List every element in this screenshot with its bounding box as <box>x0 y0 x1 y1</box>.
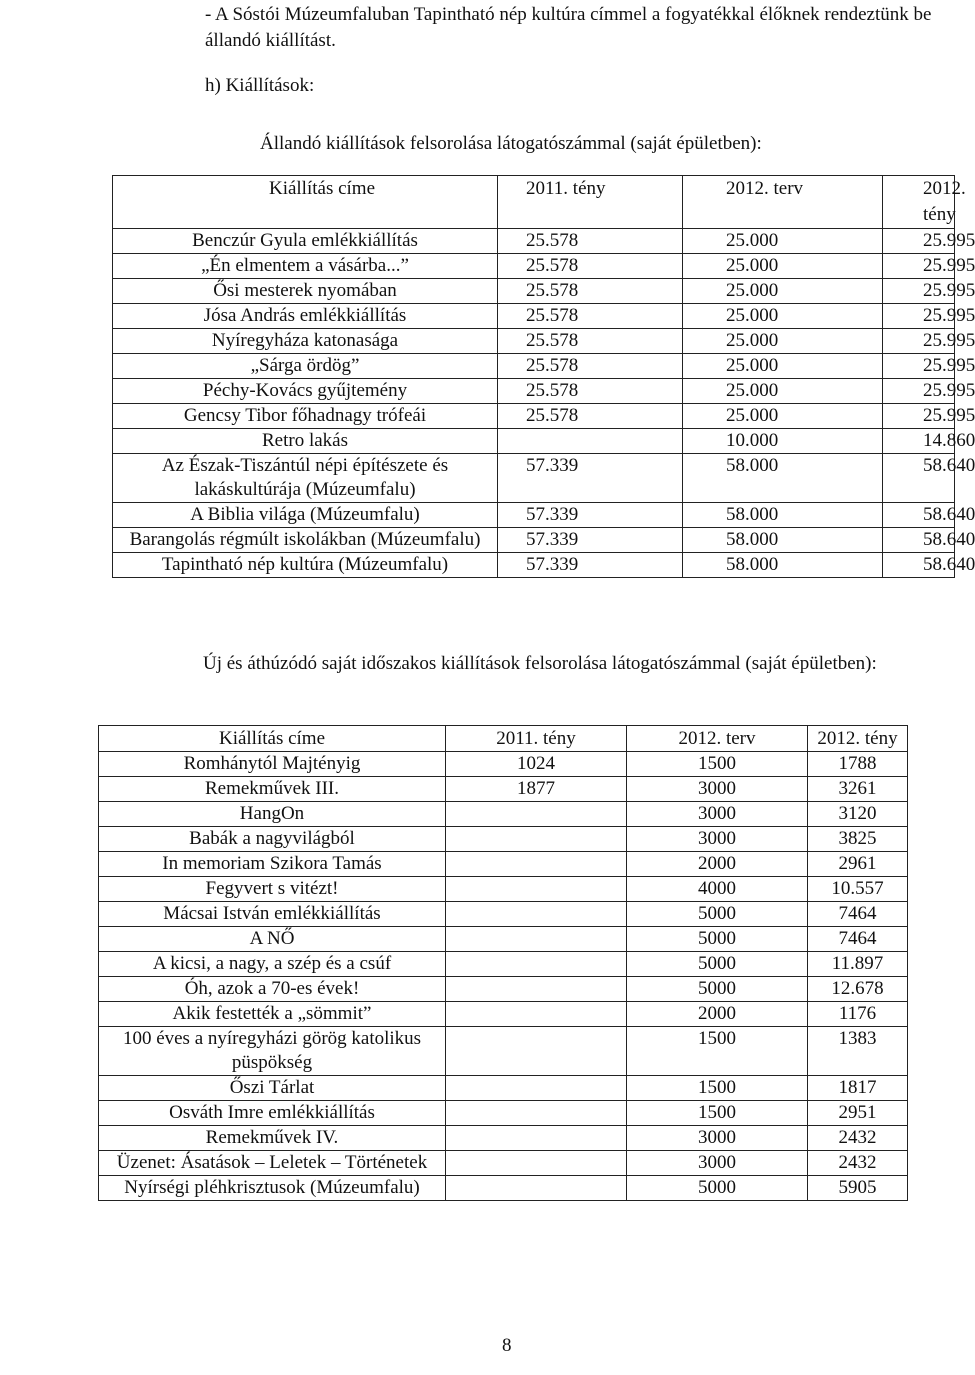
table-cell: 58.640 <box>883 503 955 528</box>
table-cell: „Én elmentem a vásárba...” <box>113 254 498 279</box>
table-cell: Ősi mesterek nyomában <box>113 279 498 304</box>
table-row <box>113 528 955 553</box>
table-cell: 3261 <box>808 777 908 802</box>
table-row <box>99 752 908 777</box>
table-cell: Osváth Imre emlékkiállítás <box>99 1101 446 1126</box>
table-cell: 3000 <box>627 1126 808 1151</box>
column-header: Kiállítás címe <box>113 176 498 229</box>
table-cell: 25.578 <box>498 354 683 379</box>
table-cell: 25.000 <box>683 279 883 304</box>
table-cell: Nyírségi pléhkrisztusok (Múzeumfalu) <box>99 1176 446 1201</box>
table-cell: 58.000 <box>683 503 883 528</box>
table-cell: 25.995 <box>883 354 955 379</box>
table-cell <box>446 1176 627 1201</box>
table-cell <box>446 1002 627 1027</box>
table-cell: 25.578 <box>498 404 683 429</box>
table-cell: 25.578 <box>498 279 683 304</box>
table-cell <box>446 802 627 827</box>
table-cell: A kicsi, a nagy, a szép és a csúf <box>99 952 446 977</box>
table-row <box>99 1126 908 1151</box>
table-cell <box>446 852 627 877</box>
table-cell: 25.000 <box>683 329 883 354</box>
table-row <box>113 254 955 279</box>
table-cell: 1500 <box>627 752 808 777</box>
table-row <box>113 304 955 329</box>
table-cell: Remekművek IV. <box>99 1126 446 1151</box>
table-cell: 57.339 <box>498 528 683 553</box>
column-header: 2012. terv <box>627 726 808 752</box>
page-number: 8 <box>502 1335 512 1356</box>
table-cell: 14.860 <box>883 429 955 454</box>
table-row <box>99 1027 908 1076</box>
table-cell: 58.640 <box>883 528 955 553</box>
table-cell: Retro lakás <box>113 429 498 454</box>
table-cell: 25.995 <box>883 304 955 329</box>
table-cell <box>446 1126 627 1151</box>
table-cell: 2000 <box>627 1002 808 1027</box>
table-row <box>113 404 955 429</box>
table-row <box>99 777 908 802</box>
table-cell <box>446 952 627 977</box>
table-cell: 1500 <box>627 1076 808 1101</box>
table-cell: 5905 <box>808 1176 908 1201</box>
table-cell: Remekművek III. <box>99 777 446 802</box>
table-cell: Péchy-Kovács gyűjtemény <box>113 379 498 404</box>
temporary-exhibitions-title: Új és áthúzódó saját időszakos kiállítások felsorolása látogatószámmal (saját épületben): <box>203 653 877 674</box>
permanent-exhibitions-table <box>112 175 975 578</box>
table-cell <box>498 429 683 454</box>
table-row <box>99 1076 908 1101</box>
table-cell: Az Észak-Tiszántúl népi építészete és lakáskultúrája (Múzeumfalu) <box>113 454 498 503</box>
table-cell: 25.000 <box>683 404 883 429</box>
table-cell: 3000 <box>627 1151 808 1176</box>
table-cell: 1500 <box>627 1027 808 1076</box>
permanent-exhibitions-title: Állandó kiállítások felsorolása látogatószámmal (saját épületben): <box>260 133 762 154</box>
table-row <box>113 454 955 503</box>
table-row <box>99 802 908 827</box>
table-cell: 2951 <box>808 1101 908 1126</box>
table-cell: Benczúr Gyula emlékkiállítás <box>113 229 498 254</box>
table-row <box>99 927 908 952</box>
table-cell: 5000 <box>627 952 808 977</box>
table-cell: 57.339 <box>498 454 683 503</box>
table-row <box>113 503 955 528</box>
table-cell: 3825 <box>808 827 908 852</box>
table-row <box>99 902 908 927</box>
table-header-row <box>113 176 955 229</box>
table-cell: Üzenet: Ásatások – Leletek – Történetek <box>99 1151 446 1176</box>
table-cell: 25.995 <box>883 379 955 404</box>
table-cell: 5000 <box>627 1176 808 1201</box>
table-cell: 2000 <box>627 852 808 877</box>
table-cell: 25.578 <box>498 229 683 254</box>
table-cell <box>446 977 627 1002</box>
table-row <box>113 354 955 379</box>
table-cell: A Biblia világa (Múzeumfalu) <box>113 503 498 528</box>
table-cell: Romhánytól Majtényig <box>99 752 446 777</box>
table-cell: 58.000 <box>683 553 883 578</box>
temporary-exhibitions-table <box>98 725 908 1201</box>
table-cell: 100 éves a nyíregyházi görög katolikus püspökség <box>99 1027 446 1076</box>
table-row <box>99 1176 908 1201</box>
table-cell: 1817 <box>808 1076 908 1101</box>
table-cell: 11.897 <box>808 952 908 977</box>
table-cell <box>446 1076 627 1101</box>
table-cell: 25.578 <box>498 254 683 279</box>
table-cell: 25.000 <box>683 229 883 254</box>
table-cell: 1877 <box>446 777 627 802</box>
table-row <box>113 429 955 454</box>
table-row <box>99 952 908 977</box>
table-cell: 58.640 <box>883 553 955 578</box>
table-cell: Babák a nagyvilágból <box>99 827 446 852</box>
table-row <box>99 877 908 902</box>
table-cell <box>446 1151 627 1176</box>
table-cell: 5000 <box>627 902 808 927</box>
column-header: Kiállítás címe <box>99 726 446 752</box>
table-cell: 3000 <box>627 777 808 802</box>
table-cell: Tapintható nép kultúra (Múzeumfalu) <box>113 553 498 578</box>
table-cell: HangOn <box>99 802 446 827</box>
table-cell: 12.678 <box>808 977 908 1002</box>
table-cell: 2961 <box>808 852 908 877</box>
table-cell: Gencsy Tibor főhadnagy trófeái <box>113 404 498 429</box>
table-cell: 25.578 <box>498 304 683 329</box>
table-cell: „Sárga ördög” <box>113 354 498 379</box>
table-header-row <box>99 726 908 752</box>
table-cell: 25.000 <box>683 304 883 329</box>
table-row <box>113 379 955 404</box>
table-cell <box>446 927 627 952</box>
table-cell: 1024 <box>446 752 627 777</box>
table-cell: In memoriam Szikora Tamás <box>99 852 446 877</box>
table-cell: 57.339 <box>498 503 683 528</box>
table-cell: Fegyvert s vitézt! <box>99 877 446 902</box>
table-cell: 2432 <box>808 1151 908 1176</box>
table-cell: 3000 <box>627 802 808 827</box>
table-cell: 25.995 <box>883 229 955 254</box>
table-row <box>99 827 908 852</box>
table-cell <box>446 827 627 852</box>
table-cell: Akik festették a „sömmit” <box>99 1002 446 1027</box>
table-cell: 58.000 <box>683 454 883 503</box>
table-cell <box>446 877 627 902</box>
column-header: 2012. tény <box>808 726 908 752</box>
table-cell: 1383 <box>808 1027 908 1076</box>
table-cell: 2432 <box>808 1126 908 1151</box>
table-cell: 58.640 <box>883 454 955 503</box>
table-cell: A NŐ <box>99 927 446 952</box>
table-cell: 25.995 <box>883 254 955 279</box>
table-cell: 1176 <box>808 1002 908 1027</box>
table-row <box>99 1101 908 1126</box>
table-cell: 4000 <box>627 877 808 902</box>
table-cell <box>446 1027 627 1076</box>
table-cell <box>446 1101 627 1126</box>
table-row <box>113 229 955 254</box>
table-row <box>113 553 955 578</box>
column-header: 2011. tény <box>498 176 683 229</box>
section-heading: h) Kiállítások: <box>205 75 315 96</box>
column-header: 2012. terv <box>683 176 883 229</box>
table-row <box>113 279 955 304</box>
table-cell: 25.578 <box>498 379 683 404</box>
table-cell: 3120 <box>808 802 908 827</box>
table-cell: 25.000 <box>683 379 883 404</box>
table-cell: 57.339 <box>498 553 683 578</box>
table-cell: 25.578 <box>498 329 683 354</box>
table-cell: 25.995 <box>883 329 955 354</box>
table-cell: 1788 <box>808 752 908 777</box>
table-cell: 25.995 <box>883 279 955 304</box>
table-cell: 7464 <box>808 927 908 952</box>
table-row <box>99 1002 908 1027</box>
table-row <box>99 977 908 1002</box>
table-cell: 25.995 <box>883 404 955 429</box>
table-cell: 5000 <box>627 977 808 1002</box>
table-cell: 10.000 <box>683 429 883 454</box>
table-cell: 3000 <box>627 827 808 852</box>
table-cell: 58.000 <box>683 528 883 553</box>
table-cell: Nyíregyháza katonasága <box>113 329 498 354</box>
column-header: 2012. tény <box>883 176 955 229</box>
table-row <box>99 852 908 877</box>
table-cell: 25.000 <box>683 354 883 379</box>
table-cell: Őszi Tárlat <box>99 1076 446 1101</box>
table-row <box>113 329 955 354</box>
intro-paragraph: - A Sóstói Múzeumfaluban Tapintható nép kultúra címmel a fogyatékkal élőknek rendeztünk be állandó kiállítást. <box>205 4 932 51</box>
table-cell: Barangolás régmúlt iskolákban (Múzeumfalu) <box>113 528 498 553</box>
table-cell: 1500 <box>627 1101 808 1126</box>
column-header: 2011. tény <box>446 726 627 752</box>
table-cell: 5000 <box>627 927 808 952</box>
table-cell: 7464 <box>808 902 908 927</box>
table-cell <box>446 902 627 927</box>
table-cell: Óh, azok a 70-es évek! <box>99 977 446 1002</box>
table-cell: 25.000 <box>683 254 883 279</box>
table-cell: Jósa András emlékkiállítás <box>113 304 498 329</box>
table-cell: Mácsai István emlékkiállítás <box>99 902 446 927</box>
table-cell: 10.557 <box>808 877 908 902</box>
table-row <box>99 1151 908 1176</box>
